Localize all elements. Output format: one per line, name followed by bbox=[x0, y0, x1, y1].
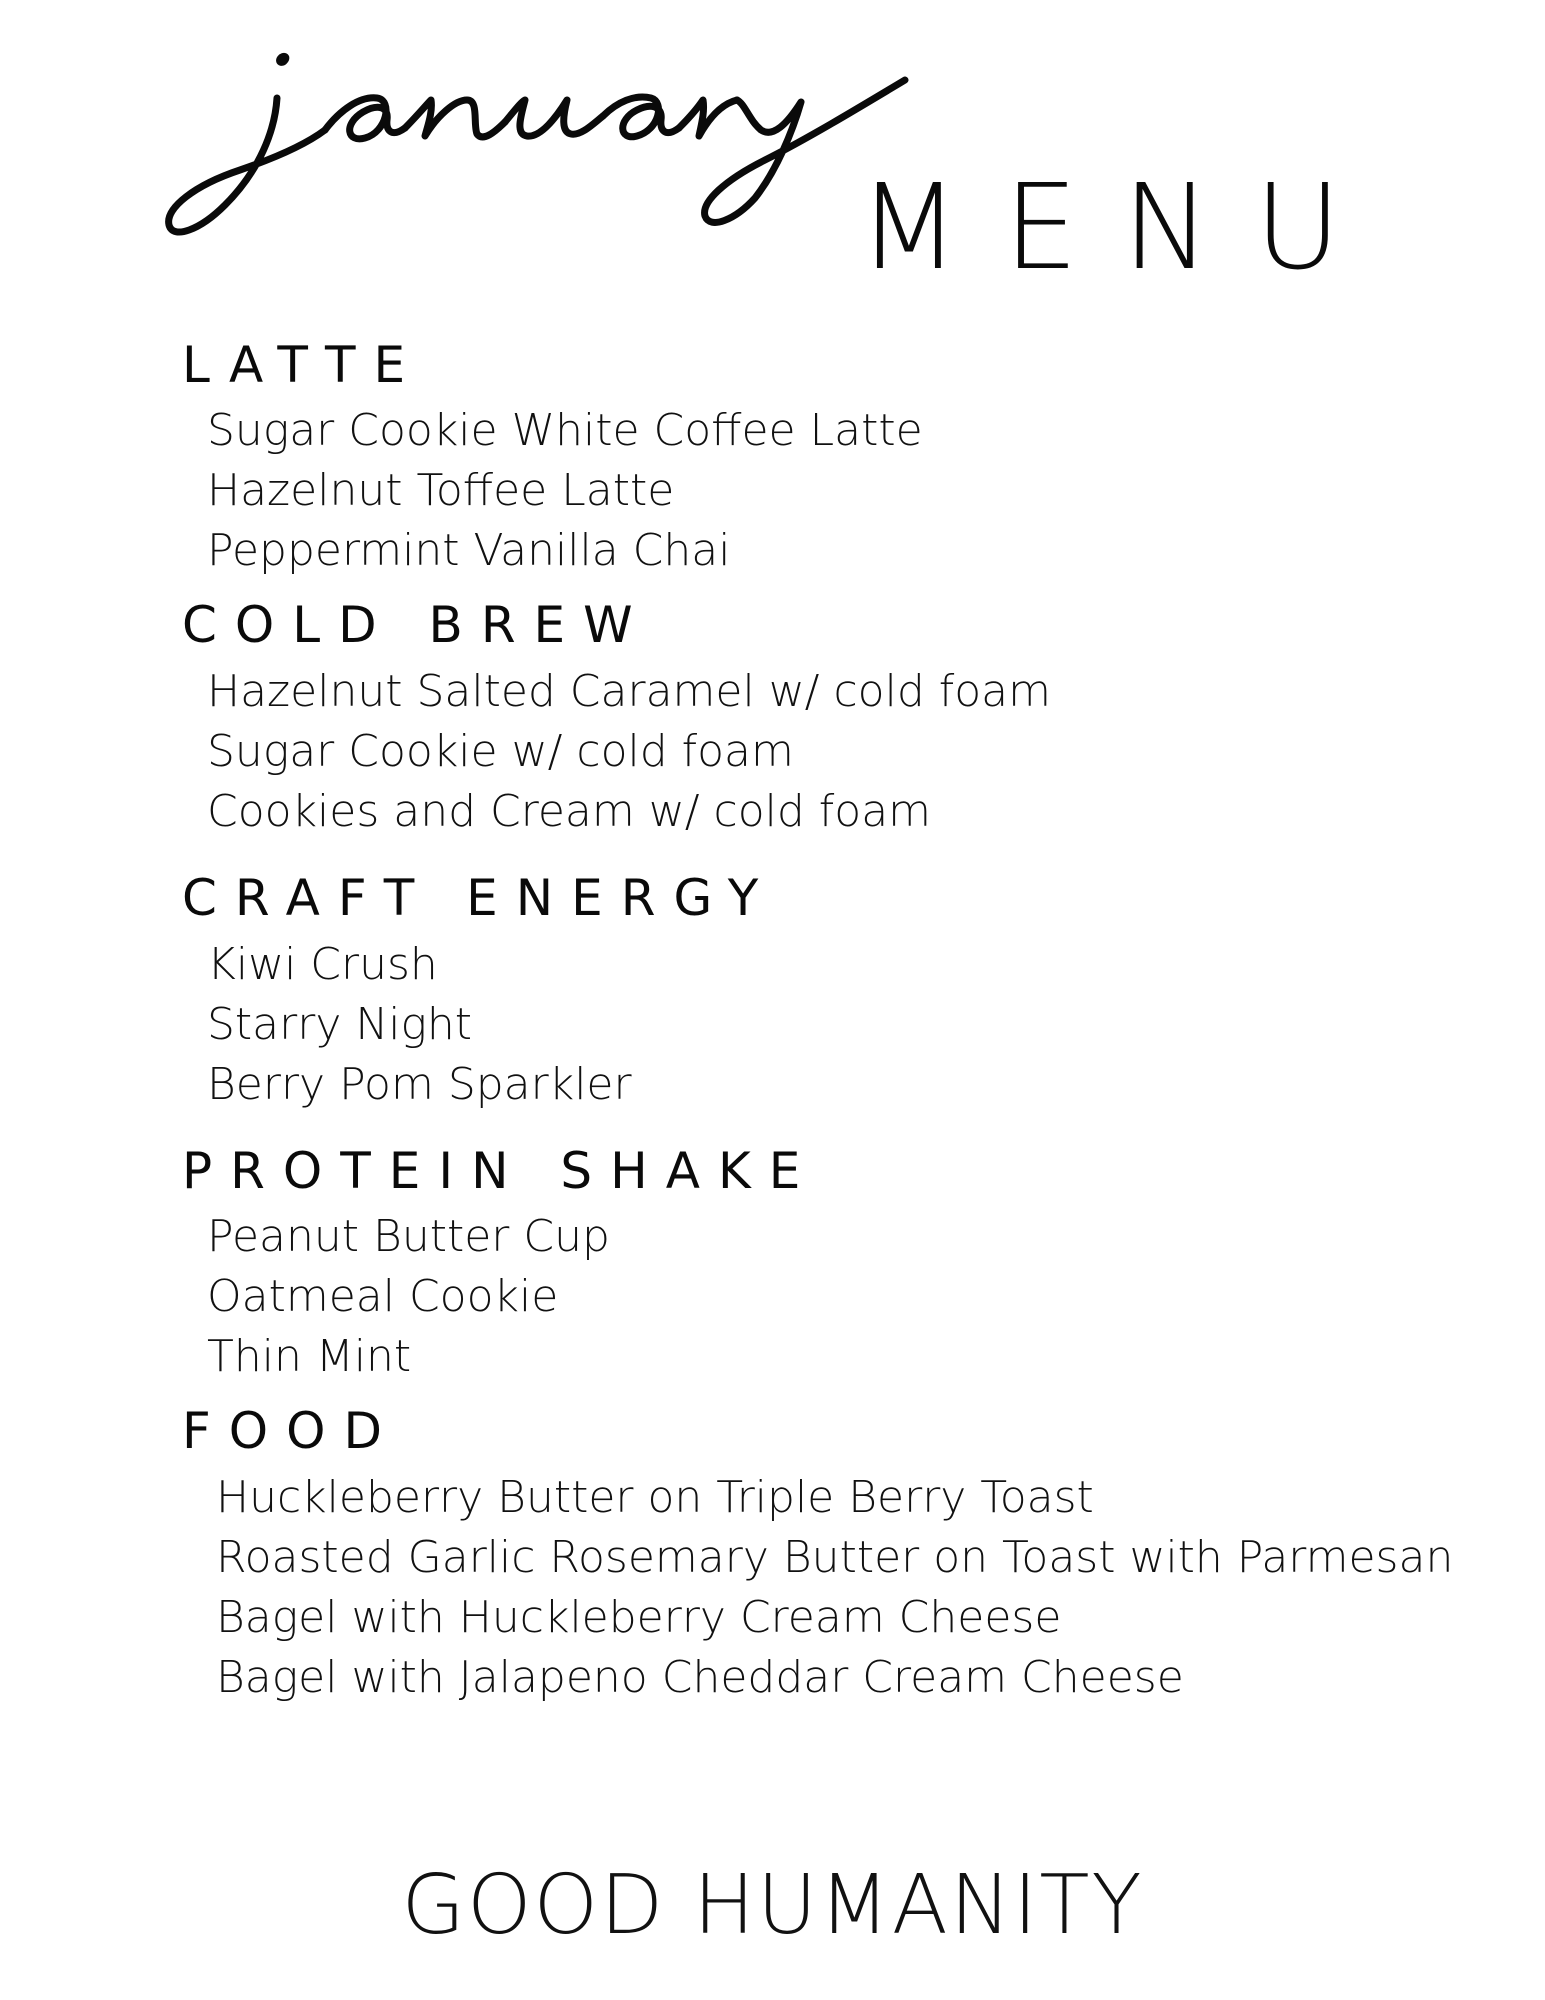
menu-item: Oatmeal Cookie bbox=[207, 1271, 559, 1322]
menu-item: Peanut Butter Cup bbox=[207, 1211, 610, 1262]
section-heading-food: FOOD bbox=[182, 1402, 400, 1460]
menu-item: Roasted Garlic Rosemary Butter on Toast with Parmesan bbox=[216, 1532, 1454, 1583]
section-heading-cold-brew: COLD BREW bbox=[182, 596, 651, 654]
script-title-january bbox=[165, 20, 945, 250]
menu-item: Hazelnut Salted Caramel w/ cold foam bbox=[207, 666, 1051, 717]
menu-item: Hazelnut Toffee Latte bbox=[207, 465, 675, 516]
menu-item: Cookies and Cream w/ cold foam bbox=[207, 786, 932, 837]
menu-item: Starry Night bbox=[207, 999, 473, 1050]
menu-heading: MENU bbox=[858, 158, 1386, 296]
menu-item: Bagel with Jalapeno Cheddar Cream Cheese bbox=[216, 1652, 1184, 1703]
brand-footer: GOOD HUMANITY bbox=[401, 1858, 1144, 1953]
menu-item: Sugar Cookie w/ cold foam bbox=[207, 726, 794, 777]
menu-item: Berry Pom Sparkler bbox=[207, 1059, 632, 1110]
section-heading-latte: LATTE bbox=[182, 336, 424, 394]
section-heading-protein-shake: PROTEIN SHAKE bbox=[182, 1142, 819, 1200]
menu-item: Thin Mint bbox=[207, 1331, 412, 1382]
menu-item: Kiwi Crush bbox=[207, 939, 438, 990]
menu-item: Peppermint Vanilla Chai bbox=[207, 525, 731, 576]
january-lettering bbox=[165, 20, 945, 250]
menu-item: Huckleberry Butter on Triple Berry Toast bbox=[216, 1472, 1094, 1523]
menu-item: Bagel with Huckleberry Cream Cheese bbox=[216, 1592, 1062, 1643]
section-heading-craft-energy: CRAFT ENERGY bbox=[182, 869, 777, 927]
menu-item: Sugar Cookie White Coffee Latte bbox=[207, 405, 923, 456]
